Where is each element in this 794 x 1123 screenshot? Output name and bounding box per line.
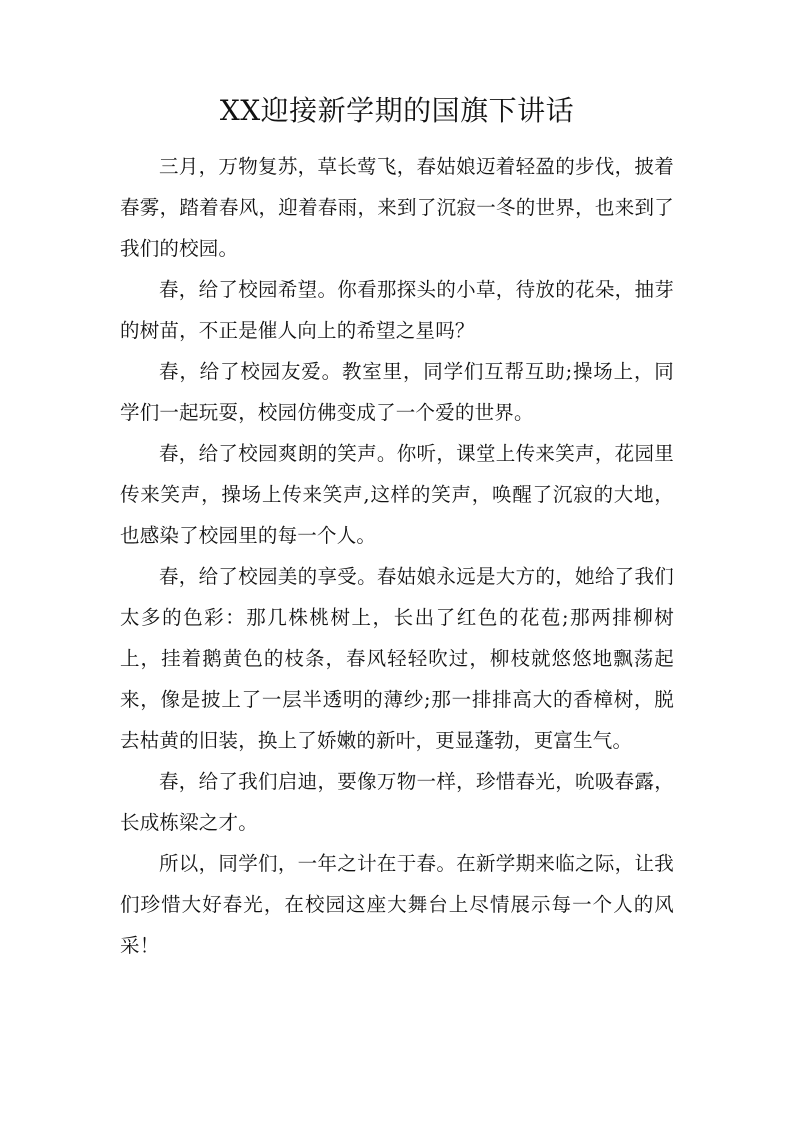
speech-body [120,146,674,966]
page-title: XX迎接新学期的国旗下讲话 [219,94,575,127]
paragraph-3: 春，给了校园友爱。教室里，同学们互帮互助;操场上，同学们一起玩耍，校园仿佛变成了一个爱的世界。 [120,360,674,424]
paragraph-2: 春，给了校园希望。你看那探头的小草，待放的花朵，抽芽的树苗，不正是催人向上的希望之星吗？ [120,278,674,342]
paragraph-5: 春，给了校园美的享受。春姑娘永远是大方的，她给了我们太多的色彩：那几株桃树上，长出了红色的花苞;那两排柳树上，挂着鹅黄色的枝条，春风轻轻吹过，柳枝就悠悠地飘荡起来，像是披上了一层半透明的薄纱;那一排排高大的香樟树，脱去枯黄的旧装，换上了娇嫩的新叶，更显蓬勃，更富生气。 [120,565,674,752]
paragraph-7: 所以，同学们，一年之计在于春。在新学期来临之际，让我们珍惜大好春光，在校园这座大舞台上尽情展示每一个人的风采！ [120,852,674,957]
paragraph-6: 春，给了我们启迪，要像万物一样，珍惜春光，吮吸春露，长成栋梁之才。 [120,770,674,834]
paragraph-1: 三月，万物复苏，草长莺飞，春姑娘迈着轻盈的步伐，披着春雾，踏着春风，迎着春雨，来到了沉寂一冬的世界，也来到了我们的校园。 [120,155,674,260]
paragraph-4: 春，给了校园爽朗的笑声。你听，课堂上传来笑声，花园里传来笑声，操场上传来笑声,这样的笑声，唤醒了沉寂的大地，也感染了校园里的每一个人。 [120,442,674,547]
